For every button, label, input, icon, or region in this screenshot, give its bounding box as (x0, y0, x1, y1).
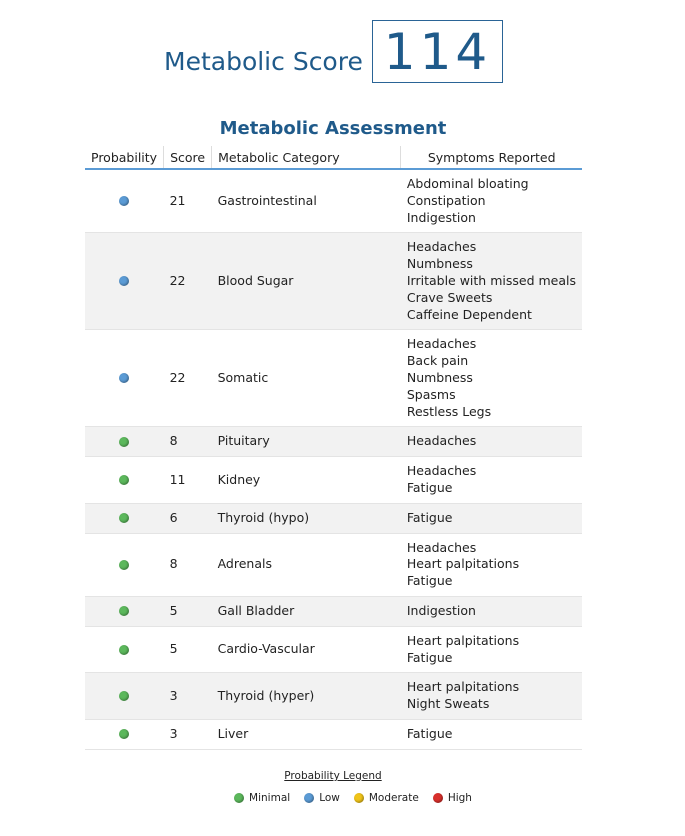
metabolic-score-value: 114 (383, 23, 492, 81)
metabolic-score-label: Metabolic Score (164, 47, 363, 76)
score-cell: 6 (164, 503, 212, 533)
symptom-item: Headaches (406, 336, 477, 352)
category-cell: Cardio-Vascular (212, 626, 401, 673)
symptom-item: Headaches (406, 539, 477, 555)
score-cell: 5 (164, 596, 212, 626)
table-row (85, 330, 582, 427)
symptoms-cell (401, 673, 582, 720)
probability-cell (85, 503, 164, 533)
legend-items (40, 792, 666, 804)
symptoms-cell (401, 719, 582, 749)
probability-cell (85, 330, 164, 427)
column-header-score: Score (164, 146, 212, 169)
legend-low-icon (304, 793, 314, 803)
category-cell: Thyroid (hyper) (212, 673, 401, 720)
probability-low-icon (119, 196, 129, 206)
table-row (85, 457, 582, 504)
score-cell: 22 (164, 233, 212, 330)
category-cell: Liver (212, 719, 401, 749)
probability-low-icon (119, 373, 129, 383)
probability-minimal-icon (119, 606, 129, 616)
symptom-item: Fatigue (406, 509, 453, 525)
probability-cell (85, 719, 164, 749)
score-cell: 8 (164, 427, 212, 457)
symptom-item: Fatigue (406, 573, 453, 589)
column-header-category: Metabolic Category (212, 146, 401, 169)
category-cell: Adrenals (212, 533, 401, 596)
symptoms-cell (401, 457, 582, 504)
category-cell: Blood Sugar (212, 233, 401, 330)
probability-cell (85, 457, 164, 504)
symptoms-cell (401, 233, 582, 330)
table-row (85, 233, 582, 330)
table-row (85, 673, 582, 720)
assessment-title: Metabolic Assessment (219, 118, 447, 139)
symptoms-cell (401, 427, 582, 457)
symptom-item: Irritable with missed meals (406, 272, 576, 288)
probability-minimal-icon (119, 729, 129, 739)
symptom-item: Abdominal bloating (406, 176, 529, 191)
legend-title: Probability Legend (284, 770, 382, 782)
category-cell: Somatic (212, 330, 401, 427)
assessment-table-body (85, 169, 582, 749)
score-cell: 5 (164, 626, 212, 673)
probability-minimal-icon (119, 560, 129, 570)
legend-item-minimal (234, 792, 290, 804)
probability-minimal-icon (119, 475, 129, 485)
score-cell: 22 (164, 330, 212, 427)
legend-moderate-icon (354, 793, 364, 803)
score-cell: 3 (164, 673, 212, 720)
symptoms-cell (401, 596, 582, 626)
symptom-item: Fatigue (406, 725, 453, 741)
symptom-item: Heart palpitations (406, 556, 520, 572)
table-row (85, 427, 582, 457)
legend-high-icon (433, 793, 443, 803)
symptom-item: Fatigue (406, 479, 453, 495)
probability-minimal-icon (119, 513, 129, 523)
probability-legend (0, 770, 666, 804)
column-header-symptoms: Symptoms Reported (401, 146, 582, 169)
score-cell: 21 (164, 169, 212, 233)
symptom-item: Crave Sweets (406, 289, 493, 305)
symptom-item: Headaches (406, 463, 477, 479)
category-cell: Kidney (212, 457, 401, 504)
legend-label: Minimal (249, 792, 291, 804)
table-row (85, 503, 582, 533)
probability-minimal-icon (119, 437, 129, 447)
legend-item-moderate (354, 792, 419, 804)
probability-cell (85, 427, 164, 457)
probability-cell (85, 626, 164, 673)
legend-label: High (447, 792, 472, 804)
symptoms-cell (401, 330, 582, 427)
symptoms-cell (401, 169, 582, 233)
table-header-row (85, 146, 582, 169)
table-row (85, 169, 582, 233)
table-row (85, 719, 582, 749)
probability-low-icon (119, 276, 129, 286)
probability-cell (85, 596, 164, 626)
symptoms-cell (401, 626, 582, 673)
metabolic-score-header (0, 20, 685, 86)
table-row (85, 626, 582, 673)
symptom-item: Headaches (406, 433, 477, 449)
legend-item-low (304, 792, 340, 804)
column-header-probability: Probability (85, 146, 164, 169)
assessment-table (85, 146, 582, 750)
probability-cell (85, 673, 164, 720)
score-cell: 8 (164, 533, 212, 596)
symptom-item: Numbness (406, 256, 473, 272)
symptoms-cell (401, 503, 582, 533)
symptom-item: Numbness (406, 369, 473, 385)
legend-label: Low (319, 792, 340, 804)
score-cell: 3 (164, 719, 212, 749)
category-cell: Thyroid (hypo) (212, 503, 401, 533)
legend-label: Moderate (368, 792, 419, 804)
symptom-item: Headaches (406, 239, 477, 255)
probability-cell (85, 233, 164, 330)
symptom-item: Spasms (406, 386, 456, 402)
score-cell: 11 (164, 457, 212, 504)
symptom-item: Constipation (406, 192, 486, 208)
symptom-item: Heart palpitations (406, 632, 520, 648)
probability-minimal-icon (119, 691, 129, 701)
legend-item-high (433, 792, 472, 804)
legend-minimal-icon (234, 793, 244, 803)
symptom-item: Indigestion (406, 602, 476, 618)
symptom-item: Back pain (406, 353, 469, 369)
symptom-item: Fatigue (406, 649, 453, 665)
symptom-item: Restless Legs (406, 403, 492, 419)
symptom-item: Indigestion (406, 209, 476, 225)
table-row (85, 596, 582, 626)
symptoms-cell (401, 533, 582, 596)
metabolic-score-box (372, 20, 503, 83)
probability-minimal-icon (119, 645, 129, 655)
category-cell: Gall Bladder (212, 596, 401, 626)
symptom-item: Night Sweats (406, 696, 490, 712)
category-cell: Gastrointestinal (212, 169, 401, 233)
symptom-item: Heart palpitations (406, 679, 520, 695)
table-row (85, 533, 582, 596)
probability-cell (85, 533, 164, 596)
symptom-item: Caffeine Dependent (406, 306, 532, 322)
category-cell: Pituitary (212, 427, 401, 457)
probability-cell (85, 169, 164, 233)
